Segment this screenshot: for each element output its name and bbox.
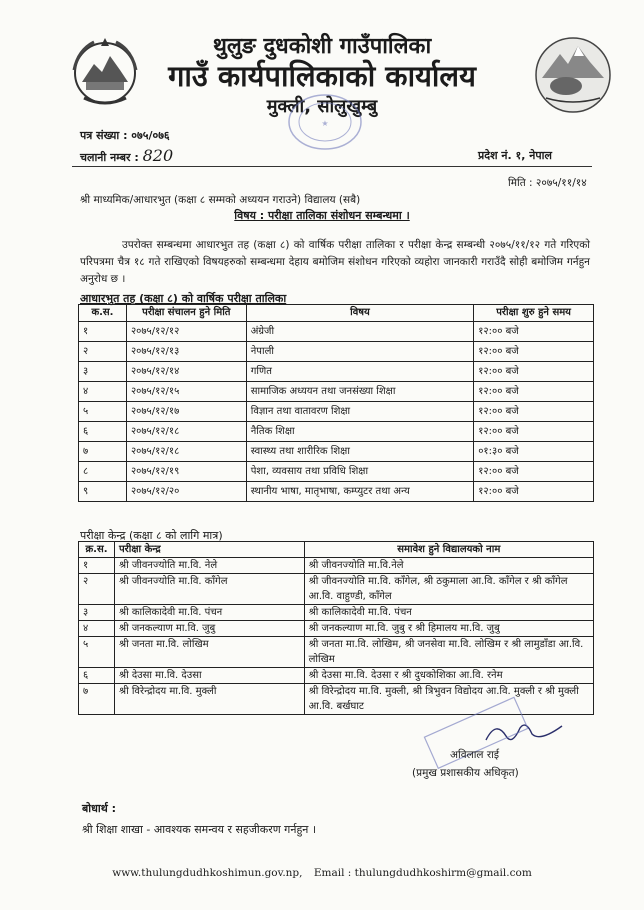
- table-row: [79, 621, 594, 637]
- table-cell: श्री जनता मा.वि. लोखिम, श्री जनसेवा मा.वि. लोखिम र श्री लामुडाँडा आ.वि. लोखिम: [304, 637, 593, 668]
- municipality-name: थुलुङ दुधकोशी गाउँपालिका: [212, 34, 432, 59]
- table-row: [79, 574, 594, 605]
- table-cell: ०१:३० बजे: [474, 442, 594, 462]
- cc-heading: बोधार्थ :: [82, 802, 117, 815]
- footer-website: www.thulungdudhkoshimun.gov.np,: [112, 867, 303, 879]
- table-row: [79, 362, 594, 382]
- column-header: समावेश हुने विद्यालयको नाम: [304, 542, 593, 558]
- table-row: [79, 637, 594, 668]
- office-address: मुक्ली, सोलुखुम्बु: [266, 96, 378, 117]
- table-cell: १२:०० बजे: [474, 402, 594, 422]
- table-cell: १२:०० बजे: [474, 462, 594, 482]
- table-cell: श्री जनकल्याण मा.वि. जुबु र श्री हिमालय मा.वि. जुबु: [304, 621, 593, 637]
- table-cell: २०७५/१२/२०: [126, 482, 246, 502]
- column-header: क.स.: [79, 305, 127, 322]
- table-cell: श्री जीवनज्योति मा.वि. काँगेल, श्री ठकुमाला आ.वि. काँगेल र श्री काँगेल आ.वि. वाहुण्डी, काँगेल: [304, 574, 593, 605]
- table-cell: स्थानीय भाषा, मातृभाषा, कम्प्युटर तथा अन्य: [246, 482, 473, 502]
- cc-line: श्री शिक्षा शाखा - आवश्यक समन्वय र सहजीकरण गर्नहुन ।: [82, 823, 317, 836]
- table-cell: श्री कालिकादेवी मा.वि. पंचन: [304, 605, 593, 621]
- table-cell: अंग्रेजी: [246, 322, 473, 342]
- office-name: गाउँ कार्यपालिकाको कार्यालय: [168, 59, 476, 93]
- table-cell: २०७५/१२/१९: [126, 462, 246, 482]
- province-label: प्रदेश नं. १, नेपाल: [478, 149, 552, 162]
- column-header: परीक्षा शुरु हुने समय: [474, 305, 594, 322]
- table-cell: श्री जीवनज्योति मा.वि. काँगेल: [114, 574, 304, 605]
- table-cell: २०७५/१२/१८: [126, 442, 246, 462]
- table-row: [79, 342, 594, 362]
- table-cell: २०७५/१२/१२: [126, 322, 246, 342]
- center-table-caption: परीक्षा केन्द्र (कक्षा ८ को लागि मात्र): [80, 529, 223, 542]
- table-cell: श्री विरेन्द्रोदय मा.वि. मुक्ली: [114, 684, 304, 715]
- dispatch-number: [80, 146, 173, 165]
- table-cell: ५: [79, 637, 115, 668]
- table-cell: १२:०० बजे: [474, 362, 594, 382]
- reference-number: पत्र संख्या : ०७५/०७६: [80, 129, 170, 142]
- subject-line: [0, 208, 644, 223]
- table-cell: ३: [79, 362, 127, 382]
- table-cell: स्वास्थ्य तथा शारीरिक शिक्षा: [246, 442, 473, 462]
- table-cell: गणित: [246, 362, 473, 382]
- table-row: [79, 668, 594, 684]
- footer: [0, 867, 644, 879]
- table-cell: ५: [79, 402, 127, 422]
- dispatch-label: चलानी नम्बर :: [80, 151, 139, 164]
- column-header: परीक्षा केन्द्र: [114, 542, 304, 558]
- signatory-title: (प्रमुख प्रशासकीय अधिकृत): [412, 767, 519, 779]
- table-row: [79, 558, 594, 574]
- table-row: [79, 402, 594, 422]
- office-stamp-icon: [286, 92, 364, 152]
- column-header: क्र.स.: [79, 542, 115, 558]
- table-row: [79, 442, 594, 462]
- table-row: [79, 482, 594, 502]
- table-cell: ७: [79, 442, 127, 462]
- table-cell: २०७५/१२/१५: [126, 382, 246, 402]
- table-cell: २०७५/१२/१३: [126, 342, 246, 362]
- table-cell: १२:०० बजे: [474, 342, 594, 362]
- table-cell: नैतिक शिक्षा: [246, 422, 473, 442]
- dispatch-value: 820: [142, 146, 174, 165]
- table-cell: १: [79, 322, 127, 342]
- table-cell: ४: [79, 382, 127, 402]
- footer-email: Email : thulungdudhkoshirm@gmail.com: [313, 867, 532, 879]
- table-cell: ६: [79, 422, 127, 442]
- signatory-name: अविलाल राई: [450, 749, 500, 761]
- table-row: [79, 322, 594, 342]
- table-row: [79, 422, 594, 442]
- table-cell: विज्ञान तथा वातावरण शिक्षा: [246, 402, 473, 422]
- table-cell: २०७५/१२/१८: [126, 422, 246, 442]
- svg-text:★: ★: [321, 119, 329, 128]
- table-row: [79, 462, 594, 482]
- table-cell: ३: [79, 605, 115, 621]
- table-cell: श्री जनकल्याण मा.वि. जुबु: [114, 621, 304, 637]
- table-cell: ९: [79, 482, 127, 502]
- header-divider: [72, 166, 592, 167]
- table-header-row: [79, 542, 594, 558]
- table-cell: १: [79, 558, 115, 574]
- table-cell: ६: [79, 668, 115, 684]
- recipient: श्री माध्यमिक/आधारभुत (कक्षा ८ सम्मको अध्ययन गराउने) विद्यालय (सबै): [80, 194, 361, 206]
- table-cell: २०७५/१२/१७: [126, 402, 246, 422]
- table-cell: श्री कालिकादेवी मा.वि. पंचन: [114, 605, 304, 621]
- table-cell: सामाजिक अध्ययन तथा जनसंख्या शिक्षा: [246, 382, 473, 402]
- column-header: विषय: [246, 305, 473, 322]
- table-cell: १२:०० बजे: [474, 382, 594, 402]
- table-cell: १२:०० बजे: [474, 482, 594, 502]
- table-cell: श्री जीवनज्योति मा.वि. नेले: [114, 558, 304, 574]
- table-cell: ४: [79, 621, 115, 637]
- table-cell: श्री विरेन्द्रोदय मा.वि. मुक्ली, श्री त्रिभुवन विद्योदय आ.वि. मुक्ली र श्री मुक्ली आ.वि. बर्खघाट: [304, 684, 593, 715]
- exam-table-caption: आधारभुत तह (कक्षा ८) को वार्षिक परीक्षा तालिका: [80, 292, 287, 305]
- letter-body: उपरोक्त सम्बन्धमा आधारभुत तह (कक्षा ८) को वार्षिक परीक्षा तालिका र परीक्षा केन्द्र सम्बन्धी २०७५/११/१२ गते गरिएको परिपत्रमा चैत्र १८ गते राखिएको विषयहरुको सम्बन्धमा देहाय बमोजिम संशोधन गरिएको व्यहोरा जानकारी गराउँदै सोही बमोजिम गर्नहुन अनुरोध छ ।: [80, 239, 590, 285]
- table-cell: २: [79, 342, 127, 362]
- table-header-row: [79, 305, 594, 322]
- table-cell: पेशा, व्यवसाय तथा प्रविधि शिक्षा: [246, 462, 473, 482]
- table-cell: श्री देउसा मा.वि. देउसा: [114, 668, 304, 684]
- table-cell: श्री जीवनज्योति मा.वि.नेले: [304, 558, 593, 574]
- table-cell: नेपाली: [246, 342, 473, 362]
- table-cell: ७: [79, 684, 115, 715]
- column-header: परीक्षा संचालन हुने मिति: [126, 305, 246, 322]
- table-cell: २: [79, 574, 115, 605]
- subject-text: विषय : परीक्षा तालिका संशोधन सम्बन्धमा ।: [234, 209, 410, 222]
- exam-schedule-table: [78, 304, 594, 502]
- table-cell: ८: [79, 462, 127, 482]
- table-cell: श्री जनता मा.वि. लोखिम: [114, 637, 304, 668]
- letter-date: मिति : २०७५/११/१४: [508, 177, 587, 189]
- table-row: [79, 382, 594, 402]
- table-cell: २०७५/१२/१४: [126, 362, 246, 382]
- table-cell: श्री देउसा मा.वि. देउसा र श्री दुधकोशिका आ.वि. रनेम: [304, 668, 593, 684]
- table-row: [79, 605, 594, 621]
- table-cell: १२:०० बजे: [474, 322, 594, 342]
- table-cell: १२:०० बजे: [474, 422, 594, 442]
